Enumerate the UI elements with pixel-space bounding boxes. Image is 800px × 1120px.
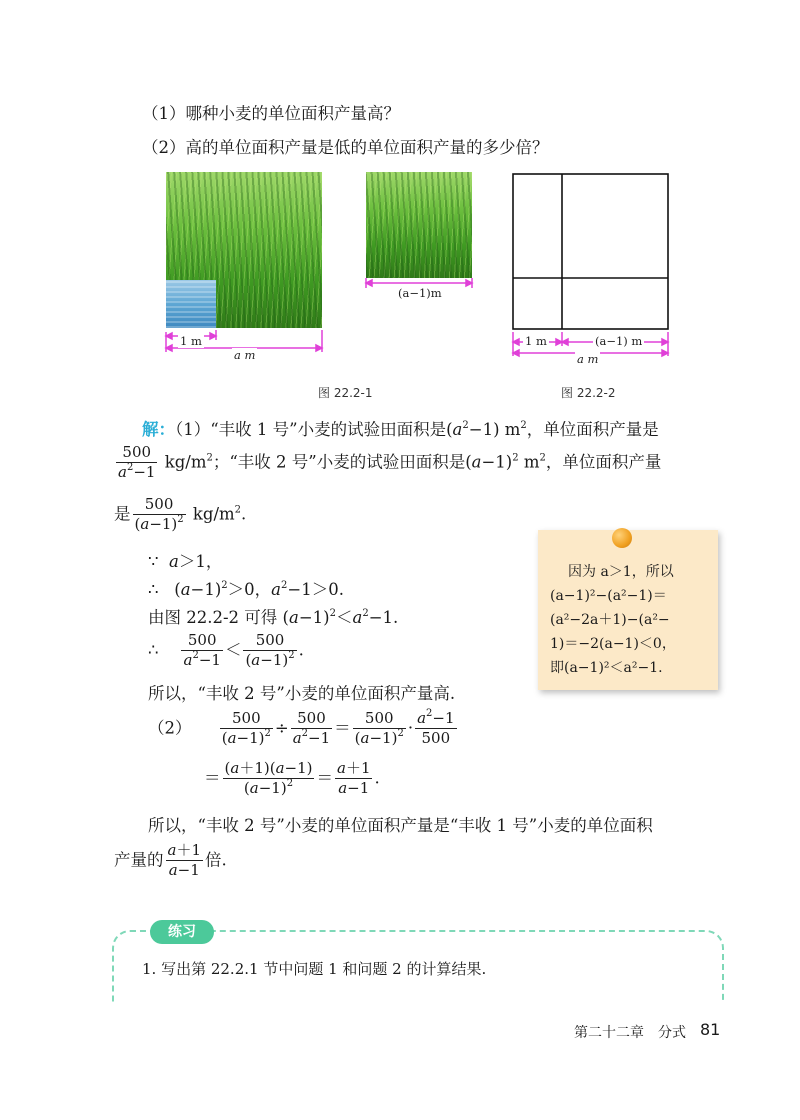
note-line-4: 1)＝−2(a−1)＜0， [550, 636, 676, 652]
part-2-equation: （2） $\frac{500}{(a-1)^2}$ ÷ $\frac{500}{a^2-1}$ ＝ $\frac{500}{(a-1)^2}$ · $\frac{a^2-1}{500}$ [148, 708, 455, 748]
fraction-500-over-a2-minus-1: $\frac{500}{a^2-1}$ [118, 443, 156, 482]
side-note [538, 530, 718, 690]
figure-caption-1: 图 22.2-1 [318, 386, 373, 400]
page-number: 81 [700, 1020, 721, 1039]
note-line-2: (a−1)²−(a²−1)＝ [550, 588, 667, 604]
part-2-result: ＝ $\frac{(a+1)(a-1)}{(a-1)^2}$ ＝ $\frac{a+1}{a-1}$ . [204, 759, 380, 798]
practice-item-1: 1. 写出第 22.2.1 节中问题 1 和问题 2 的计算结果. [142, 960, 487, 978]
solution-keyword: 解： [142, 420, 175, 439]
dim-label-1m: 1 m [180, 334, 202, 348]
pin-icon [612, 528, 632, 548]
dim-label-am: a m [234, 348, 256, 362]
from-figure-line: 由图 22.2-2 可得 $(a-1)^2<a^2-1$. [148, 608, 399, 627]
dimension-lines [160, 170, 480, 370]
fraction-500-over-a-minus-1-squared: $\frac{500}{(a-1)^2}$ [134, 495, 184, 534]
figure-caption-2: 图 22.2-2 [561, 386, 616, 400]
note-line-5: 即(a−1)²＜a²−1. [550, 660, 663, 676]
solution-line-2: $\frac{500}{a^2-1}$ $kg/m^2$；“丰收 2 号”小麦的试验田面积是$(a-1)^2$ $m^2$，单位面积产量 [118, 443, 662, 482]
question-2: （2）高的单位面积产量是低的单位面积产量的多少倍？ [142, 138, 549, 157]
dim-label-a-minus-1-m: (a−1) m [595, 334, 643, 348]
therefore-line-2: ∴ $\frac{500}{a^2-1}$ ＜ $\frac{500}{(a-1)^2}$ . [148, 631, 304, 670]
solution-line-1: 解：（1）“丰收 1 号”小麦的试验田面积是$(a^2-1)$ $m^2$，单位面积产量是 [142, 420, 659, 439]
dim-label-1m: 1 m [525, 334, 547, 348]
question-1: （1）哪种小麦的单位面积产量高？ [142, 104, 400, 123]
figure-22-2-2 [505, 170, 675, 410]
chapter-title: 第二十二章 分式 [574, 1025, 686, 1041]
dim-label-am: a m [577, 352, 599, 366]
because-line: ∵ a＞1， [148, 552, 223, 571]
conclusion-2-line-1: 所以，“丰收 2 号”小麦的单位面积产量是“丰收 1 号”小麦的单位面积 [148, 816, 653, 835]
therefore-line-1: ∴ $(a-1)^2>0$，$a^2-1>0$. [148, 580, 344, 599]
note-line-1: 因为 a＞1，所以 [568, 564, 674, 580]
practice-tag: 练习 [150, 920, 214, 944]
dim-label-a-minus-1-m: (a−1)m [398, 286, 442, 300]
solution-line-3: 是 $\frac{500}{(a-1)^2}$ $kg/m^2$. [114, 495, 247, 534]
conclusion-2-line-2: 产量的 $\frac{a+1}{a-1}$ 倍. [114, 841, 227, 880]
figure-22-2-1 [160, 170, 480, 410]
conclusion-1: 所以，“丰收 2 号”小麦的单位面积产量高. [148, 684, 456, 703]
note-line-3: (a²−2a＋1)−(a²− [550, 612, 670, 628]
